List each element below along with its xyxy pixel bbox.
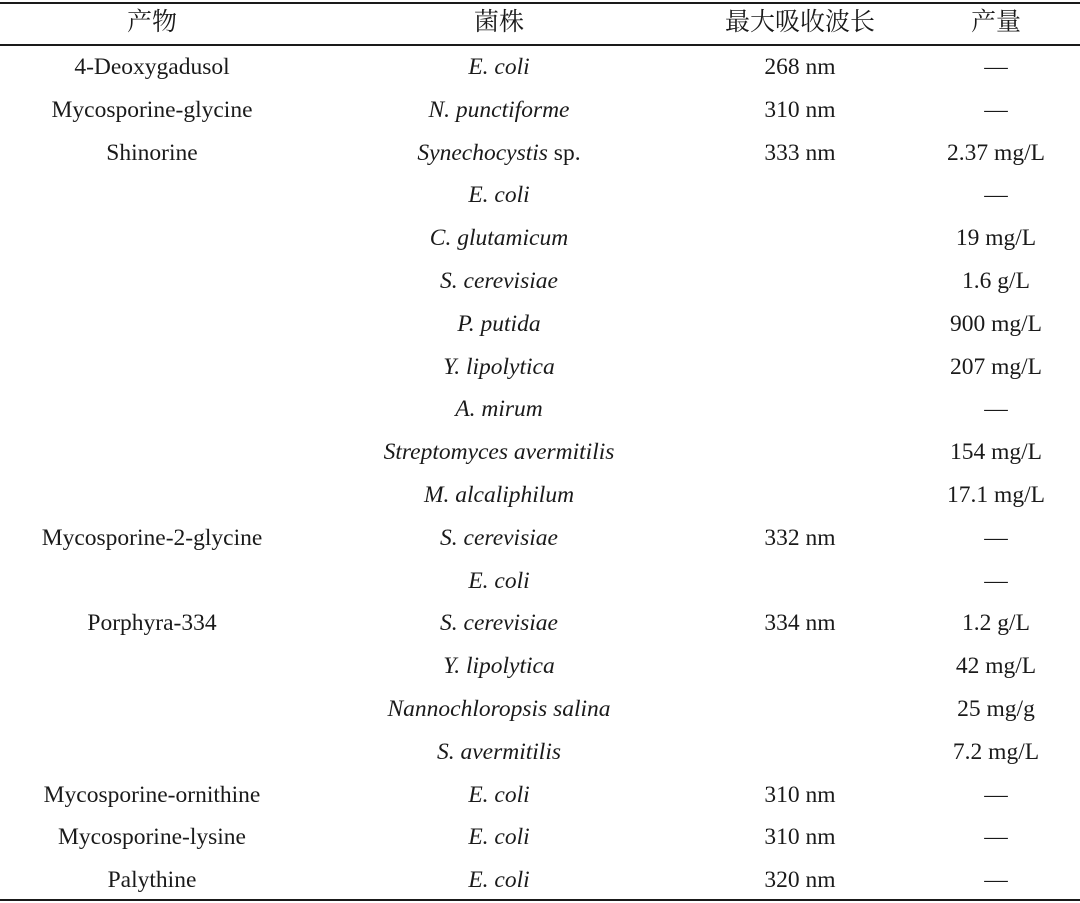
cell-strain — [417, 132, 580, 174]
cell-strain — [440, 602, 558, 644]
strain-name: E. coli — [468, 54, 530, 80]
cell-yield: 25 mg/g — [957, 696, 1035, 722]
cell-yield: — — [984, 96, 1008, 123]
cell-yield: — — [984, 182, 1008, 209]
cell-strain — [387, 688, 610, 730]
cell-yield: 42 mg/L — [955, 653, 1037, 680]
cell-yield: — — [984, 567, 1008, 594]
cell-strain — [429, 89, 570, 131]
cell-product: 4-Deoxygadusol — [74, 54, 230, 80]
cell-wavelength: 268 nm — [764, 54, 836, 80]
cell-strain — [443, 346, 554, 388]
cell-yield: — — [984, 781, 1008, 808]
cell-strain — [468, 46, 529, 88]
cell-strain — [468, 859, 529, 901]
cell-strain — [440, 517, 558, 559]
strain-name: P. putida — [457, 310, 541, 337]
cell-yield: 154 mg/L — [949, 439, 1043, 466]
strain-name: E. coli — [468, 824, 530, 851]
cell-yield: 1.2 g/L — [962, 610, 1030, 637]
header-yield: 产量 — [970, 9, 1022, 36]
cell-yield: — — [984, 824, 1008, 851]
cell-wavelength: 310 nm — [764, 781, 836, 808]
cell-yield: — — [984, 396, 1008, 423]
cell-wavelength: 310 nm — [764, 96, 836, 123]
strain-name: M. alcaliphilum — [423, 482, 575, 508]
strain-name: Nannochloropsis salina — [387, 696, 611, 722]
strain-name: A. mirum — [455, 396, 543, 423]
strain-name: Synechocystis — [417, 139, 548, 166]
cell-yield: — — [984, 867, 1008, 894]
cell-strain — [430, 217, 568, 259]
cell-strain — [468, 560, 529, 602]
strain-name: S. cerevisiae — [440, 610, 558, 637]
strain-name: E. coli — [468, 567, 530, 594]
cell-wavelength: 310 nm — [764, 824, 836, 851]
cell-yield: 1.6 g/L — [962, 268, 1030, 294]
strain-name: Y. lipolytica — [443, 653, 555, 680]
cell-product: Mycosporine-2-glycine — [41, 524, 263, 551]
cell-yield: 207 mg/L — [949, 353, 1043, 380]
cell-wavelength: 332 nm — [764, 524, 836, 551]
cell-strain — [468, 816, 529, 858]
cell-wavelength: 320 nm — [764, 867, 836, 894]
strain-name: N. punctiforme — [428, 96, 570, 123]
cell-strain — [468, 174, 529, 216]
cell-strain — [468, 774, 529, 816]
cell-strain — [384, 431, 615, 473]
strain-name: Y. lipolytica — [443, 353, 555, 380]
cell-yield: 17.1 mg/L — [947, 482, 1045, 508]
strain-name: S. avermitilis — [436, 738, 562, 765]
header-wavelength: 最大吸收波长 — [724, 9, 876, 36]
cell-wavelength: 333 nm — [764, 139, 836, 166]
header-product: 产物 — [126, 9, 178, 36]
strain-name: S. cerevisiae — [440, 524, 558, 551]
strain-name: C. glutamicum — [429, 225, 569, 252]
strain-name: Streptomyces avermitilis — [383, 439, 615, 466]
cell-strain — [455, 388, 542, 430]
cell-yield: — — [984, 54, 1008, 80]
cell-product: Mycosporine-ornithine — [43, 781, 261, 808]
cell-strain — [457, 303, 540, 345]
cell-product: Porphyra-334 — [87, 610, 217, 637]
cell-strain — [440, 260, 558, 302]
cell-product: Palythine — [107, 867, 197, 894]
cell-strain — [437, 731, 561, 773]
strain-name: E. coli — [468, 182, 530, 209]
cell-product: Mycosporine-lysine — [58, 824, 246, 851]
cell-strain — [443, 645, 554, 687]
cell-yield: 2.37 mg/L — [947, 139, 1045, 166]
cell-yield: 19 mg/L — [955, 225, 1037, 252]
cell-product: Mycosporine-glycine — [51, 96, 253, 123]
cell-product: Shinorine — [106, 139, 198, 166]
strain-name: E. coli — [468, 781, 530, 808]
cell-strain — [424, 474, 574, 516]
strain-name: E. coli — [468, 867, 530, 894]
header-strain: 菌株 — [473, 9, 525, 36]
cell-wavelength: 334 nm — [764, 610, 836, 637]
cell-yield: 900 mg/L — [949, 310, 1043, 337]
strain-suffix: sp. — [547, 139, 581, 166]
strain-name: S. cerevisiae — [440, 268, 558, 294]
table-bottom-rule — [0, 899, 1080, 901]
cell-yield: — — [984, 524, 1008, 551]
cell-yield: 7.2 mg/L — [952, 738, 1040, 765]
